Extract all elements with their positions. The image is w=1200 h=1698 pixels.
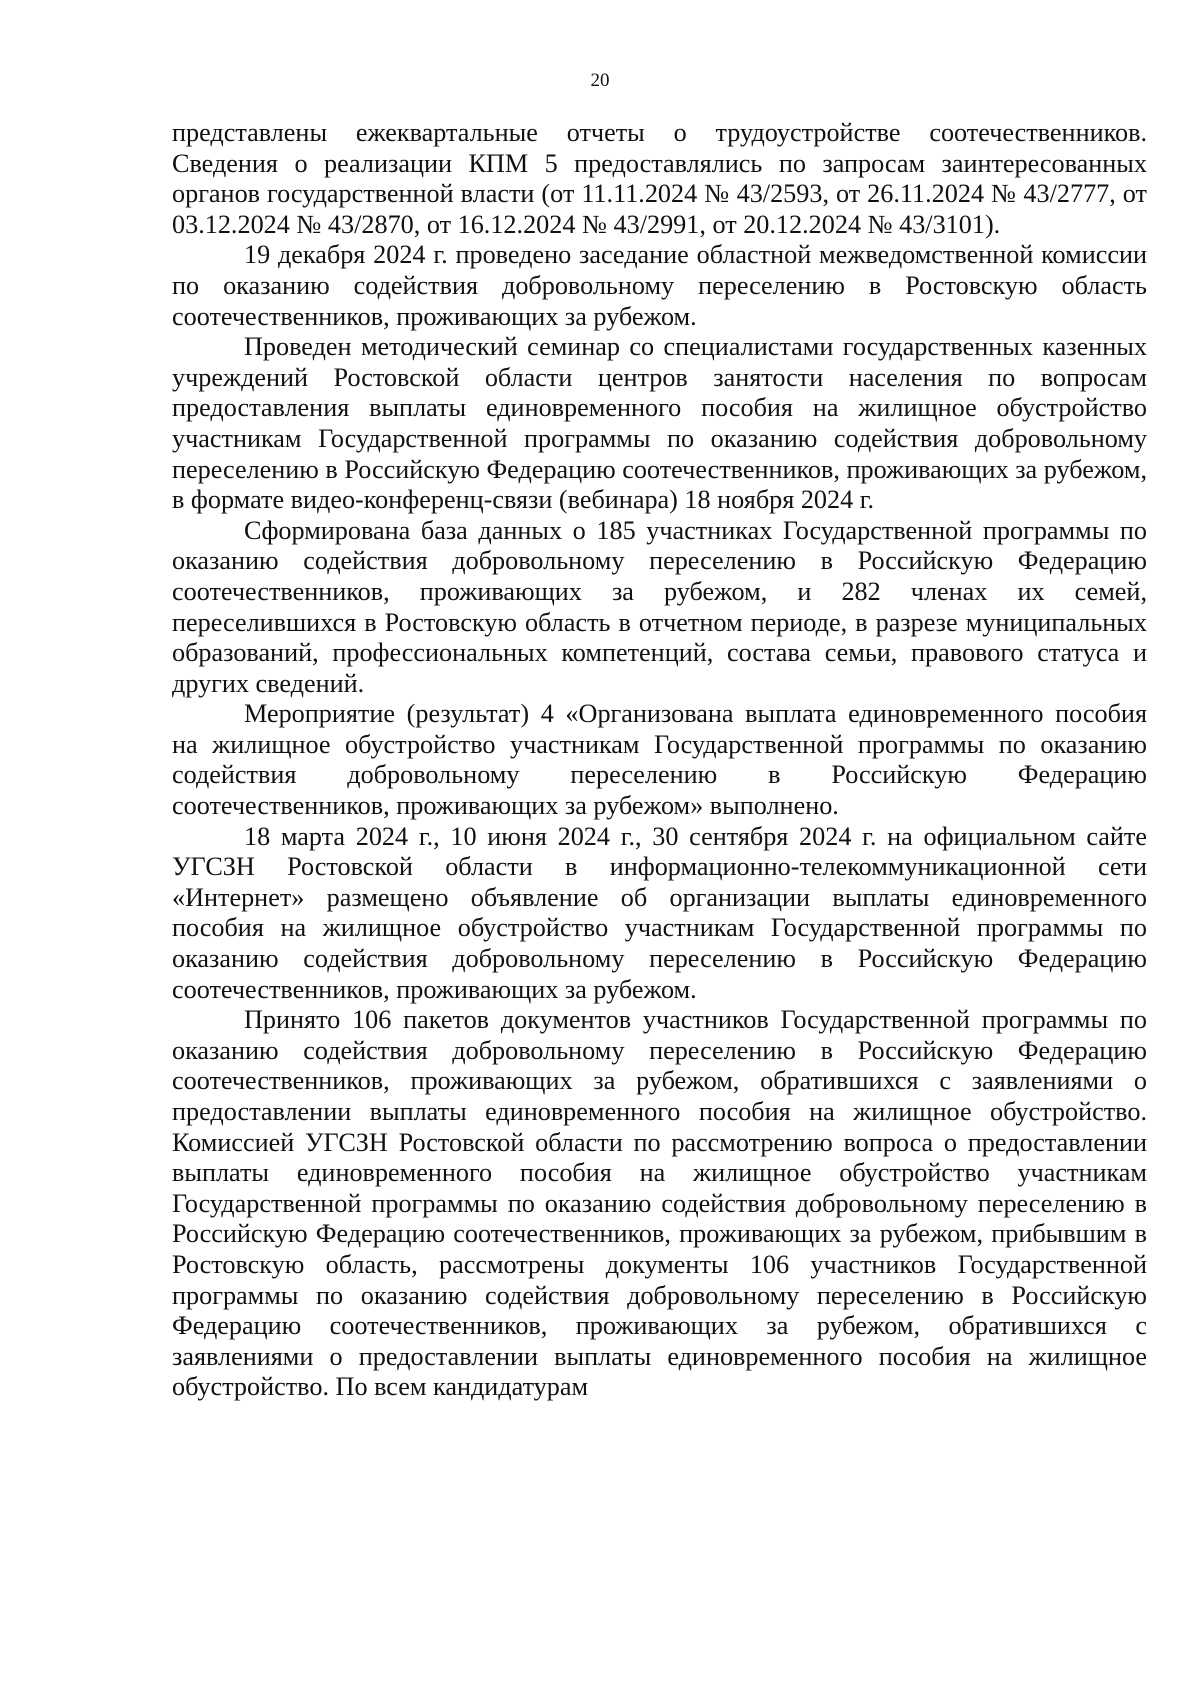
paragraph-continuation: представлены ежеквартальные отчеты о трудоустройстве соотечественников. Сведения о реализации КПМ 5 предоставлялись по запросам заинтересованных органов государственной власти (от 11.11.2024 № 43/2593, от 26.11.2024 № 43/2777, от 03.12.2024 № 43/2870, от 16.12.2024 № 43/2991, от 20.12.2024 № 43/3101). — [172, 118, 1147, 239]
document-body — [172, 118, 1147, 1403]
paragraph-announcement: 18 марта 2024 г., 10 июня 2024 г., 30 сентября 2024 г. на официальном сайте УГСЗН Ростовской области в информационно-телекоммуникационной сети «Интернет» размещено объявление об организации выплаты единовременного пособия на жилищное обустройство участникам Государственной программы по оказанию содействия добровольному переселению в Российскую Федерацию соотечественников, проживающих за рубежом. — [172, 821, 1147, 1004]
paragraph-seminar: Проведен методический семинар со специалистами государственных казенных учреждений Ростовской области центров занятости населения по вопросам предоставления выплаты единовременного пособия на жилищное обустройство участникам Государственной программы по оказанию содействия добровольному переселению в Российскую Федерацию соотечественников, проживающих за рубежом, в формате видео-конференц-связи (вебинара) 18 ноября 2024 г. — [172, 332, 1147, 515]
paragraph-commission-meeting: 19 декабря 2024 г. проведено заседание областной межведомственной комиссии по оказанию содействия добровольному переселению в Ростовскую область соотечественников, проживающих за рубежом. — [172, 240, 1147, 331]
paragraph-documents-accepted: Принято 106 пакетов документов участников Государственной программы по оказанию содействия добровольному переселению в Российскую Федерацию соотечественников, проживающих за рубежом, обратившихся с заявлениями о предоставлении выплаты единовременного пособия на жилищное обустройство. Комиссией УГСЗН Ростовской области по рассмотрению вопроса о предоставлении выплаты единовременного пособия на жилищное обустройство участникам Государственной программы по оказанию содействия добровольному переселению в Российскую Федерацию соотечественников, проживающих за рубежом, прибывшим в Ростовскую область, рассмотрены документы 106 участников Государственной программы по оказанию содействия добровольному переселению в Российскую Федерацию соотечественников, проживающих за рубежом, обратившихся с заявлениями о предоставлении выплаты единовременного пособия на жилищное обустройство. По всем кандидатурам — [172, 1005, 1147, 1402]
paragraph-database: Сформирована база данных о 185 участниках Государственной программы по оказанию содействия добровольному переселению в Российскую Федерацию соотечественников, проживающих за рубежом, и 282 членах их семей, переселившихся в Ростовскую область в отчетном периоде, в разрезе муниципальных образований, профессиональных компетенций, состава семьи, правового статуса и других сведений. — [172, 515, 1147, 698]
page-number: 20 — [590, 70, 610, 91]
paragraph-measure-4: Мероприятие (результат) 4 «Организована выплата единовременного пособия на жилищное обустройство участникам Государственной программы по оказанию содействия добровольному переселению в Российскую Федерацию соотечественников, проживающих за рубежом» выполнено. — [172, 699, 1147, 821]
